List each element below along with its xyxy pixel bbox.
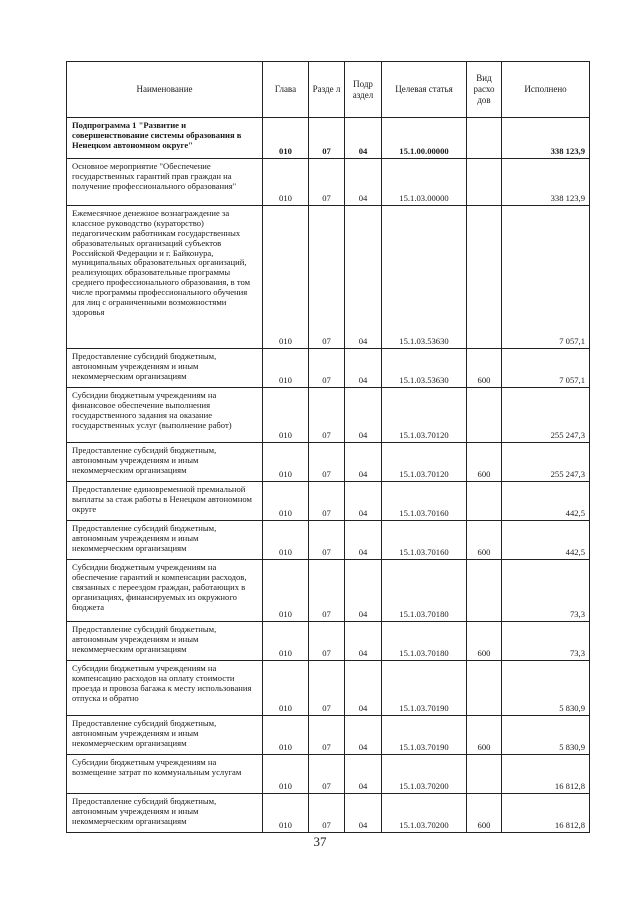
cell-vid [467, 206, 502, 349]
cell-amount: 73,3 [502, 622, 590, 661]
cell-article: 15.1.03.53630 [382, 206, 467, 349]
cell-glava: 010 [263, 349, 309, 388]
cell-name: Субсидии бюджетным учреждениям на возмещение затрат по коммунальным услугам [67, 755, 263, 794]
cell-name: Предоставление субсидий бюджетным, автономным учреждениям и иным некоммерческим организациям [67, 521, 263, 560]
table-row [67, 206, 590, 349]
cell-amount: 5 830,9 [502, 661, 590, 716]
cell-name: Предоставление субсидий бюджетным, автономным учреждениям и иным некоммерческим организациям [67, 622, 263, 661]
cell-glava: 010 [263, 118, 309, 159]
cell-glava: 010 [263, 661, 309, 716]
table-row [67, 482, 590, 521]
header-target-article: Целевая статья [382, 62, 467, 118]
cell-razdel: 07 [309, 443, 345, 482]
cell-name: Предоставление субсидий бюджетным, автономным учреждениям и иным некоммерческим организациям [67, 794, 263, 833]
cell-podrazdel: 04 [345, 622, 382, 661]
cell-vid: 600 [467, 349, 502, 388]
header-podrazdel: Подр аздел [345, 62, 382, 118]
cell-name: Субсидии бюджетным учреждениям на финансовое обеспечение выполнения государственного задания на оказание государственных услуг (выполнение работ) [67, 388, 263, 443]
cell-vid: 600 [467, 716, 502, 755]
table-row [67, 159, 590, 206]
cell-vid: 600 [467, 622, 502, 661]
cell-article: 15.1.03.70190 [382, 661, 467, 716]
cell-amount: 442,5 [502, 482, 590, 521]
cell-razdel: 07 [309, 206, 345, 349]
cell-razdel: 07 [309, 482, 345, 521]
cell-glava: 010 [263, 622, 309, 661]
table-row [67, 560, 590, 622]
cell-razdel: 07 [309, 349, 345, 388]
cell-amount: 255 247,3 [502, 443, 590, 482]
cell-vid: 600 [467, 794, 502, 833]
cell-podrazdel: 04 [345, 755, 382, 794]
cell-article: 15.1.03.70120 [382, 443, 467, 482]
cell-glava: 010 [263, 206, 309, 349]
table-row [67, 349, 590, 388]
cell-article: 15.1.03.00000 [382, 159, 467, 206]
cell-podrazdel: 04 [345, 206, 382, 349]
cell-article: 15.1.03.53630 [382, 349, 467, 388]
cell-podrazdel: 04 [345, 794, 382, 833]
cell-glava: 010 [263, 521, 309, 560]
cell-amount: 16 812,8 [502, 794, 590, 833]
cell-vid [467, 118, 502, 159]
cell-name: Предоставление субсидий бюджетным, автономным учреждениям и иным некоммерческим организациям [67, 716, 263, 755]
cell-article: 15.1.03.70200 [382, 794, 467, 833]
cell-vid [467, 482, 502, 521]
table-row [67, 755, 590, 794]
cell-podrazdel: 04 [345, 560, 382, 622]
cell-podrazdel: 04 [345, 661, 382, 716]
cell-article: 15.1.03.70200 [382, 755, 467, 794]
cell-name: Подпрограмма 1 "Развитие и совершенствование системы образования в Ненецком автономном округе" [67, 118, 263, 159]
cell-amount: 16 812,8 [502, 755, 590, 794]
cell-podrazdel: 04 [345, 716, 382, 755]
cell-podrazdel: 04 [345, 388, 382, 443]
cell-razdel: 07 [309, 794, 345, 833]
cell-article: 15.1.03.70160 [382, 482, 467, 521]
header-glava: Глава [263, 62, 309, 118]
table-body [67, 118, 590, 833]
cell-razdel: 07 [309, 521, 345, 560]
table-row [67, 622, 590, 661]
table-row [67, 794, 590, 833]
cell-amount: 338 123,9 [502, 118, 590, 159]
cell-vid [467, 661, 502, 716]
cell-amount: 7 057,1 [502, 206, 590, 349]
cell-article: 15.1.03.70120 [382, 388, 467, 443]
table-row [67, 443, 590, 482]
cell-razdel: 07 [309, 661, 345, 716]
cell-amount: 7 057,1 [502, 349, 590, 388]
cell-name: Предоставление субсидий бюджетным, автономным учреждениям и иным некоммерческим организациям [67, 443, 263, 482]
cell-podrazdel: 04 [345, 443, 382, 482]
cell-razdel: 07 [309, 388, 345, 443]
cell-article: 15.1.03.70190 [382, 716, 467, 755]
cell-article: 15.1.03.70180 [382, 560, 467, 622]
cell-amount: 5 830,9 [502, 716, 590, 755]
cell-name: Основное мероприятие "Обеспечение государственных гарантий прав граждан на получение профессионального образования" [67, 159, 263, 206]
cell-vid [467, 388, 502, 443]
budget-table [66, 61, 590, 833]
cell-vid [467, 159, 502, 206]
cell-name: Предоставление единовременной премиальной выплаты за стаж работы в Ненецком автономном округе [67, 482, 263, 521]
cell-amount: 338 123,9 [502, 159, 590, 206]
table-row [67, 388, 590, 443]
cell-glava: 010 [263, 159, 309, 206]
cell-article: 15.1.03.70160 [382, 521, 467, 560]
cell-podrazdel: 04 [345, 482, 382, 521]
cell-vid [467, 560, 502, 622]
cell-razdel: 07 [309, 159, 345, 206]
cell-glava: 010 [263, 482, 309, 521]
cell-glava: 010 [263, 560, 309, 622]
cell-article: 15.1.03.70180 [382, 622, 467, 661]
cell-glava: 010 [263, 794, 309, 833]
header-executed: Исполнено [502, 62, 590, 118]
cell-glava: 010 [263, 716, 309, 755]
cell-amount: 73,3 [502, 560, 590, 622]
cell-amount: 442,5 [502, 521, 590, 560]
cell-name: Предоставление субсидий бюджетным, автономным учреждениям и иным некоммерческим организациям [67, 349, 263, 388]
cell-podrazdel: 04 [345, 159, 382, 206]
cell-podrazdel: 04 [345, 118, 382, 159]
cell-glava: 010 [263, 443, 309, 482]
header-name: Наименование [67, 62, 263, 118]
cell-podrazdel: 04 [345, 349, 382, 388]
cell-razdel: 07 [309, 118, 345, 159]
cell-razdel: 07 [309, 622, 345, 661]
cell-vid: 600 [467, 443, 502, 482]
cell-glava: 010 [263, 388, 309, 443]
table-row [67, 521, 590, 560]
header-expense-type: Вид расхо дов [467, 62, 502, 118]
cell-name: Ежемесячное денежное вознаграждение за классное руководство (кураторство) педагогическим работникам государственных образовательных организаций субъектов Российской Федерации и г. Байконура, муниципальных образовательных организаций, реализующих образовательные программы среднего профессионального образования, в том числе программы профессионального обучения для лиц с ограниченными возможностями здоровья [67, 206, 263, 349]
table-row [67, 716, 590, 755]
cell-vid [467, 755, 502, 794]
table-row [67, 118, 590, 159]
cell-glava: 010 [263, 755, 309, 794]
cell-amount: 255 247,3 [502, 388, 590, 443]
cell-razdel: 07 [309, 755, 345, 794]
cell-article: 15.1.00.00000 [382, 118, 467, 159]
page-number: 37 [313, 834, 327, 849]
table-row [67, 661, 590, 716]
cell-podrazdel: 04 [345, 521, 382, 560]
cell-name: Субсидии бюджетным учреждениям на компенсацию расходов на оплату стоимости проезда и провоза багажа к месту использования отпуска и обратно [67, 661, 263, 716]
table-header-row [67, 62, 590, 118]
header-razdel: Разде л [309, 62, 345, 118]
cell-razdel: 07 [309, 716, 345, 755]
cell-razdel: 07 [309, 560, 345, 622]
cell-vid: 600 [467, 521, 502, 560]
cell-name: Субсидии бюджетным учреждениям на обеспечение гарантий и компенсации расходов, связанных с переездом граждан, работающих в организациях, финансируемых из окружного бюджета [67, 560, 263, 622]
